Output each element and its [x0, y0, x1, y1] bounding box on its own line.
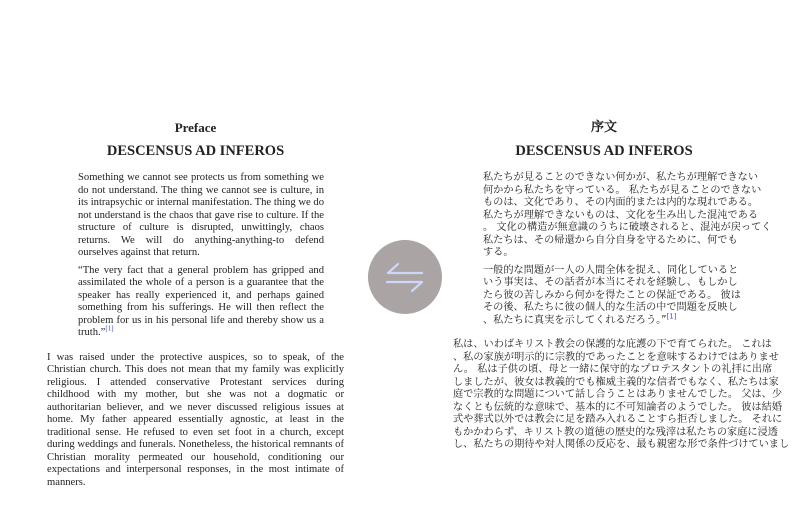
text-line: その後、私たちに彼の個人的な生活の中で問題を反映し — [483, 302, 738, 313]
text-line: 、私の家族が明示的に宗教的であったことを意味するわけではありませ — [453, 351, 779, 363]
text-line: 何かから私たちを守っている。 私たちが見ることのできない — [483, 184, 762, 196]
text-line: もかかわらず、キリスト教の道徳の歴史的な残滓は私たちの家庭に浸透 — [453, 426, 778, 438]
swap-languages-button[interactable] — [368, 240, 442, 314]
footnote-link[interactable]: [1] — [105, 324, 114, 333]
text-line: 私たちが見ることのできない何かが、私たちが理解できない — [483, 172, 759, 183]
source-quote-citation — [78, 265, 324, 340]
source-heading: DESCENSUS AD INFEROS — [106, 143, 285, 159]
text-line: 式や葬式以外では教会に足を踏み入れることすら拒否しました。 それに — [453, 414, 783, 425]
footnote-link[interactable]: [1] — [666, 312, 677, 321]
quote-text: “The very fact that a general problem has gripped and assimilated the whole of a person is a guarantee that the speaker has really experienced it, and perhaps gained something from his sufferings. He will then reflect the problem for us in his personal life and thereby show us a truth.” — [78, 264, 324, 338]
text-line: しましたが、彼女は教義的でも権威主義的な信者でもなく、私たちは家 — [453, 376, 779, 388]
text-segment: 、私たちに真実を示してくれるだろう。” — [483, 314, 667, 326]
text-line: ものは、文化であり、その内面的または内的な現れである。 — [483, 197, 759, 208]
source-quote-block — [78, 172, 324, 340]
text-line: いう事実は、その話者が本当にそれを経験し、もしかし — [483, 277, 738, 288]
text-line: たら彼の苦しみから何かを得たことの保証である。 彼は — [483, 289, 741, 301]
text-line: 私は、いわばキリスト教会の保護的な庇護の下で育てられた。 これは — [453, 339, 772, 350]
translation-heading: DESCENSUS AD INFEROS — [515, 143, 693, 159]
translation-page — [453, 120, 790, 452]
text-line: 私たちは、その帰還から自分自身を守るために、何でも — [483, 234, 738, 246]
translation-quote-block — [483, 172, 772, 327]
source-page — [47, 120, 344, 489]
translation-title: 序文 — [590, 120, 617, 135]
translation-quote-paragraph — [483, 172, 772, 260]
text-line: 。 文化の構造が無意識のうちに破壊されると、混沌が戻ってく — [483, 222, 772, 233]
source-body-paragraph: I was raised under the protective auspices, so to speak, of the Christian church. This does not mean that my family was explicitly religious. I attended conservative Protestant services during childhood with my mother, but she was not a dogmatic or authoritarian believer, and we never discussed religious issues at home. My father appeared essentially agnostic, at least in the traditional sense. He refused to even set foot in a church, except during weddings and funerals. Nonetheless, the historical remnants of Christian morality permeated our household, conditioning our expectations and interpersonal responses, in the most intimate of manners. — [47, 351, 344, 488]
text-line: する。 — [483, 247, 514, 258]
source-quote-paragraph: Something we cannot see protects us from something we do not understand. The thing we cannot see is culture, in its intrapsychic or internal manifestation. The thing we do not understand is the chaos that gave rise to culture. If the structure of culture is disrupted, unwittingly, chaos returns. We will do anything-anything-to defend ourselves against that return. — [78, 172, 324, 258]
source-title: Preface — [174, 120, 217, 135]
text-line: 庭で宗教的な問題について話し合うことはありませんでした。 父は、少 — [453, 389, 783, 400]
text-line: ん。 私は子供の頃、母と一緒に保守的なプロテスタントの礼拝に出席 — [453, 364, 773, 375]
text-line: し、私たちの期待や対人関係の反応を、最も親密な形で条件づけていまし — [453, 439, 790, 450]
swap-arrows-icon — [368, 240, 442, 314]
translation-body-paragraph — [453, 339, 790, 452]
text-line: 私たちが理解できないものは、文化を生み出した混沌である — [483, 209, 759, 221]
text-line: なくとも伝統的な意味で、基本的に不可知論者のようでした。 彼は結婚 — [453, 401, 783, 413]
text-line: 一般的な問題が一人の人間全体を捉え、同化していると — [483, 264, 739, 276]
translation-quote-citation — [483, 265, 755, 328]
text-line — [483, 312, 755, 328]
